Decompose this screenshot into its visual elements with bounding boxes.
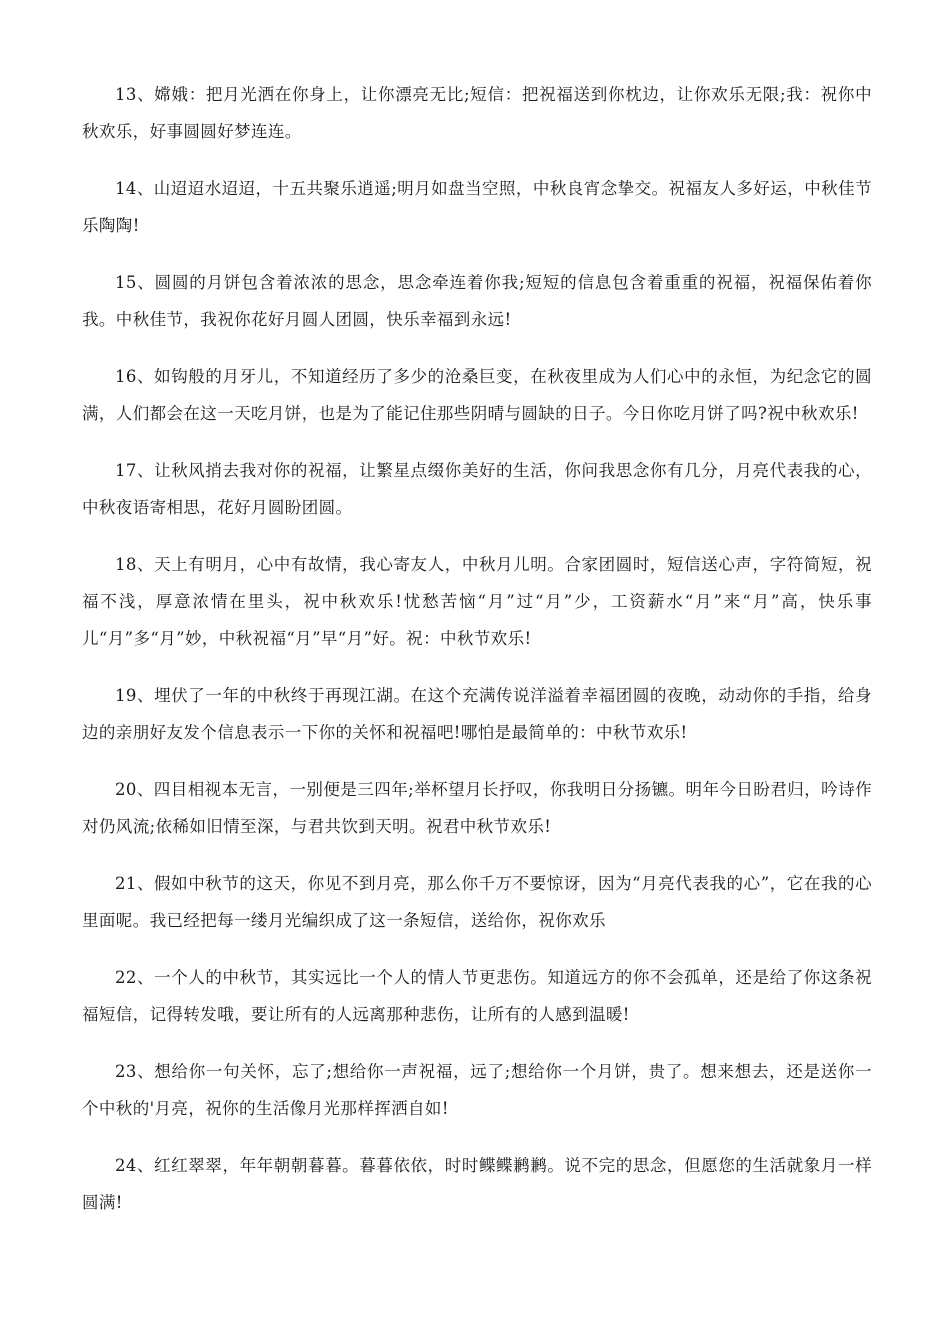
paragraph-17: 17、让秋风捎去我对你的祝福，让繁星点缀你美好的生活，你问我思念你有几分，月亮代表我的心，中秋夜语寄相思，花好月圆盼团圆。 xyxy=(82,461,872,517)
paragraph-18: 18、天上有明月，心中有故情，我心寄友人，中秋月儿明。合家团圆时，短信送心声，字符简短，祝福不浅，厚意浓情在里头，祝中秋欢乐!忧愁苦恼“月”过“月”少，工资薪水“月”来“月”高，快乐事儿“月”多“月”妙，中秋祝福“月”早“月”好。祝：中秋节欢乐! xyxy=(82,555,872,648)
paragraph-15: 15、圆圆的月饼包含着浓浓的思念，思念牵连着你我;短短的信息包含着重重的祝福，祝福保佑着你我。中秋佳节，我祝你花好月圆人团圆，快乐幸福到永远! xyxy=(82,273,872,329)
paragraph-16: 16、如钩般的月牙儿，不知道经历了多少的沧桑巨变，在秋夜里成为人们心中的永恒，为纪念它的圆满，人们都会在这一天吃月饼，也是为了能记住那些阴晴与圆缺的日子。今日你吃月饼了吗?祝中秋欢乐! xyxy=(82,367,872,423)
paragraph-13: 13、嫦娥：把月光洒在你身上，让你漂亮无比;短信：把祝福送到你枕边，让你欢乐无限;我：祝你中秋欢乐，好事圆圆好梦连连。 xyxy=(82,85,872,141)
paragraph-22: 22、一个人的中秋节，其实远比一个人的情人节更悲伤。知道远方的你不会孤单，还是给了你这条祝福短信，记得转发哦，要让所有的人远离那种悲伤，让所有的人感到温暖! xyxy=(82,968,872,1024)
paragraph-19: 19、埋伏了一年的中秋终于再现江湖。在这个充满传说洋溢着幸福团圆的夜晚，动动你的手指，给身边的亲朋好友发个信息表示一下你的关怀和祝福吧!哪怕是最简单的：中秋节欢乐! xyxy=(82,686,872,742)
paragraph-20: 20、四目相视本无言，一别便是三四年;举杯望月长抒叹，你我明日分扬镳。明年今日盼君归，吟诗作对仍风流;依稀如旧情至深，与君共饮到天明。祝君中秋节欢乐! xyxy=(82,780,872,836)
paragraph-14: 14、山迢迢水迢迢，十五共聚乐逍遥;明月如盘当空照，中秋良宵念挚交。祝福友人多好运，中秋佳节乐陶陶! xyxy=(82,179,872,235)
paragraph-23: 23、想给你一句关怀，忘了;想给你一声祝福，远了;想给你一个月饼，贵了。想来想去，还是送你一个中秋的'月亮，祝你的生活像月光那样挥洒自如! xyxy=(82,1062,872,1118)
paragraph-24: 24、红红翠翠，年年朝朝暮暮。暮暮依依，时时鲽鲽鹣鹣。说不完的思念，但愿您的生活就象月一样圆满! xyxy=(82,1156,872,1212)
paragraph-21: 21、假如中秋节的这天，你见不到月亮，那么你千万不要惊讶，因为“月亮代表我的心”，它在我的心里面呢。我已经把每一缕月光编织成了这一条短信，送给你，祝你欢乐 xyxy=(82,874,872,930)
document-body xyxy=(82,76,872,1241)
